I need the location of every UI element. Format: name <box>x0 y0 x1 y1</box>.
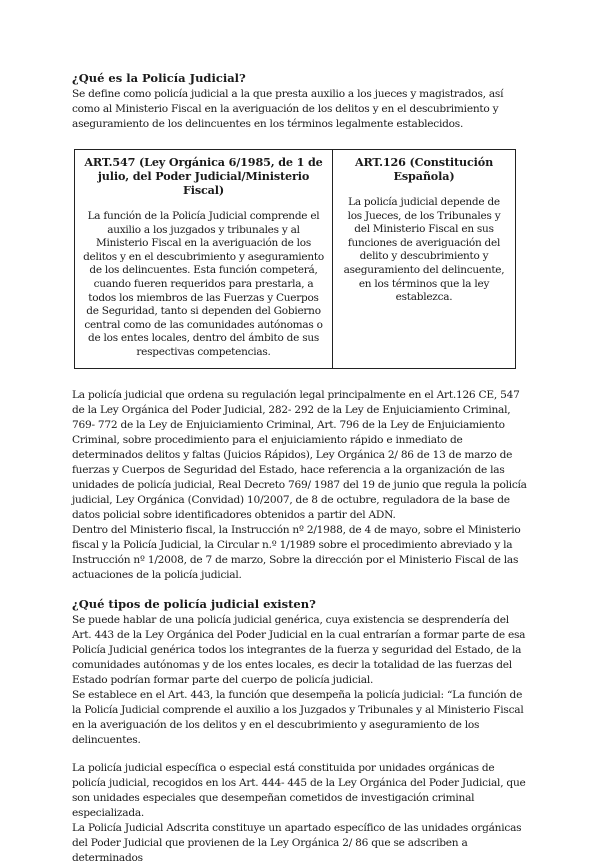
art126-cell <box>333 150 516 369</box>
attached-police-paragraph: La Policía Judicial Adscrita constituye un apartado específico de las unidades orgánicas del Poder Judicial que provienen de la Ley Orgánica 2/ 86 que se adscriben a determinados <box>72 821 522 864</box>
specific-police-paragraph: La policía judicial específica o especial está constituida por unidades orgánicas de policía judicial, recogidos en los Art. 444- 445 de la Ley Orgánica del Poder Judicial, que son unidades especiales que desempeñan cometidos de investigación criminal especializada. <box>72 761 526 819</box>
art126-title: ART.126 (Constitución Española) <box>354 155 494 183</box>
document-page <box>72 70 530 866</box>
section-title-types: ¿Qué tipos de policía judicial existen? <box>72 596 316 611</box>
fiscal-instructions-paragraph: Dentro del Ministerio fiscal, la Instrucción nº 2/1988, de 4 de mayo, sobre el Ministerio fiscal y la Policía Judicial, la Circular n.º 1/1989 sobre el procedimiento abreviado y la Instrucción nº 1/2008, de 7 de marzo, Sobre la dirección por el Ministerio Fiscal de las actuaciones de la policía judicial. <box>72 523 521 581</box>
regulation-paragraph: La policía judicial que ordena su regulación legal principalmente en el Art.126 CE, 547 de la Ley Orgánica del Poder Judicial, 282- 292 de la Ley de Enjuiciamiento Criminal, 769- 772 de la Ley de Enjuiciamiento Criminal, Art. 796 de la Ley de Enjuiciamiento Criminal, sobre procedimiento para el enjuiciamiento rápido e inmediato de determinados delitos y faltas (Juicios Rápidos), Ley Orgánica 2/ 86 de 13 de marzo de fuerzas y Cuerpos de Seguridad del Estado, hace referencia a la organización de las unidades de policía judicial, Real Decreto 769/ 1987 del 19 de junio que regula la policía judicial, Ley Orgánica (Convidad) 10/2007, de 8 de octubre, reguladora de la base de datos policial sobre identificadores obtenidos a partir del ADN. <box>72 388 527 521</box>
definition-paragraph: Se define como policía judicial a la que presta auxilio a los jueces y magistrados, así como al Ministerio Fiscal en la averiguación de los delitos y en el descubrimiento y aseguramiento de los delincuentes en los términos legalmente establecidos. <box>72 88 504 130</box>
function-paragraph: Se establece en el Art. 443, la función que desempeña la policía judicial: “La función de la Policía Judicial comprende el auxilio a los Juzgados y Tribunales y al Ministerio Fiscal en la averiguación de los delitos y en el descubrimiento y aseguramiento de los delincuentes. <box>72 688 524 746</box>
articles-table <box>74 149 516 369</box>
generic-police-paragraph: Se puede hablar de una policía judicial genérica, cuya existencia se desprendería del Art. 443 de la Ley Orgánica del Poder Judicial en la cual entrarían a formar parte de esa Policía Judicial genérica todos los integrantes de la fuerza y seguridad del Estado, de la comunidades autónomas y de los entes locales, es decir la totalidad de las fuerzas del Estado podrían formar parte del cuerpo de policía judicial. <box>72 613 526 686</box>
art126-body: La policía judicial depende de los Jueces, de los Tribunales y del Ministerio Fiscal en sus funciones de averiguación del delito y descubrimiento y aseguramiento del delincuente, en los términos que la ley establezca. <box>343 196 505 304</box>
section-title-what-is: ¿Qué es la Policía Judicial? <box>72 71 246 85</box>
art547-title: ART.547 (Ley Orgánica 6/1985, de 1 de julio, del Poder Judicial/Ministerio Fiscal) <box>84 155 323 197</box>
art547-body: La función de la Policía Judicial comprende el auxilio a los juzgados y tribunales y al Ministerio Fiscal en la averiguación de los delitos y en el descubrimiento y aseguramiento de los delincuentes. Esta función competerá, cuando fueren requeridos para prestarla, a todos los miembros de las Fuerzas y Cuerpos de Seguridad, tanto si dependen del Gobierno central como de las comunidades autónomas o de los entes locales, dentro del ámbito de sus respectivas competencias. <box>83 210 324 358</box>
art547-cell <box>75 150 333 369</box>
